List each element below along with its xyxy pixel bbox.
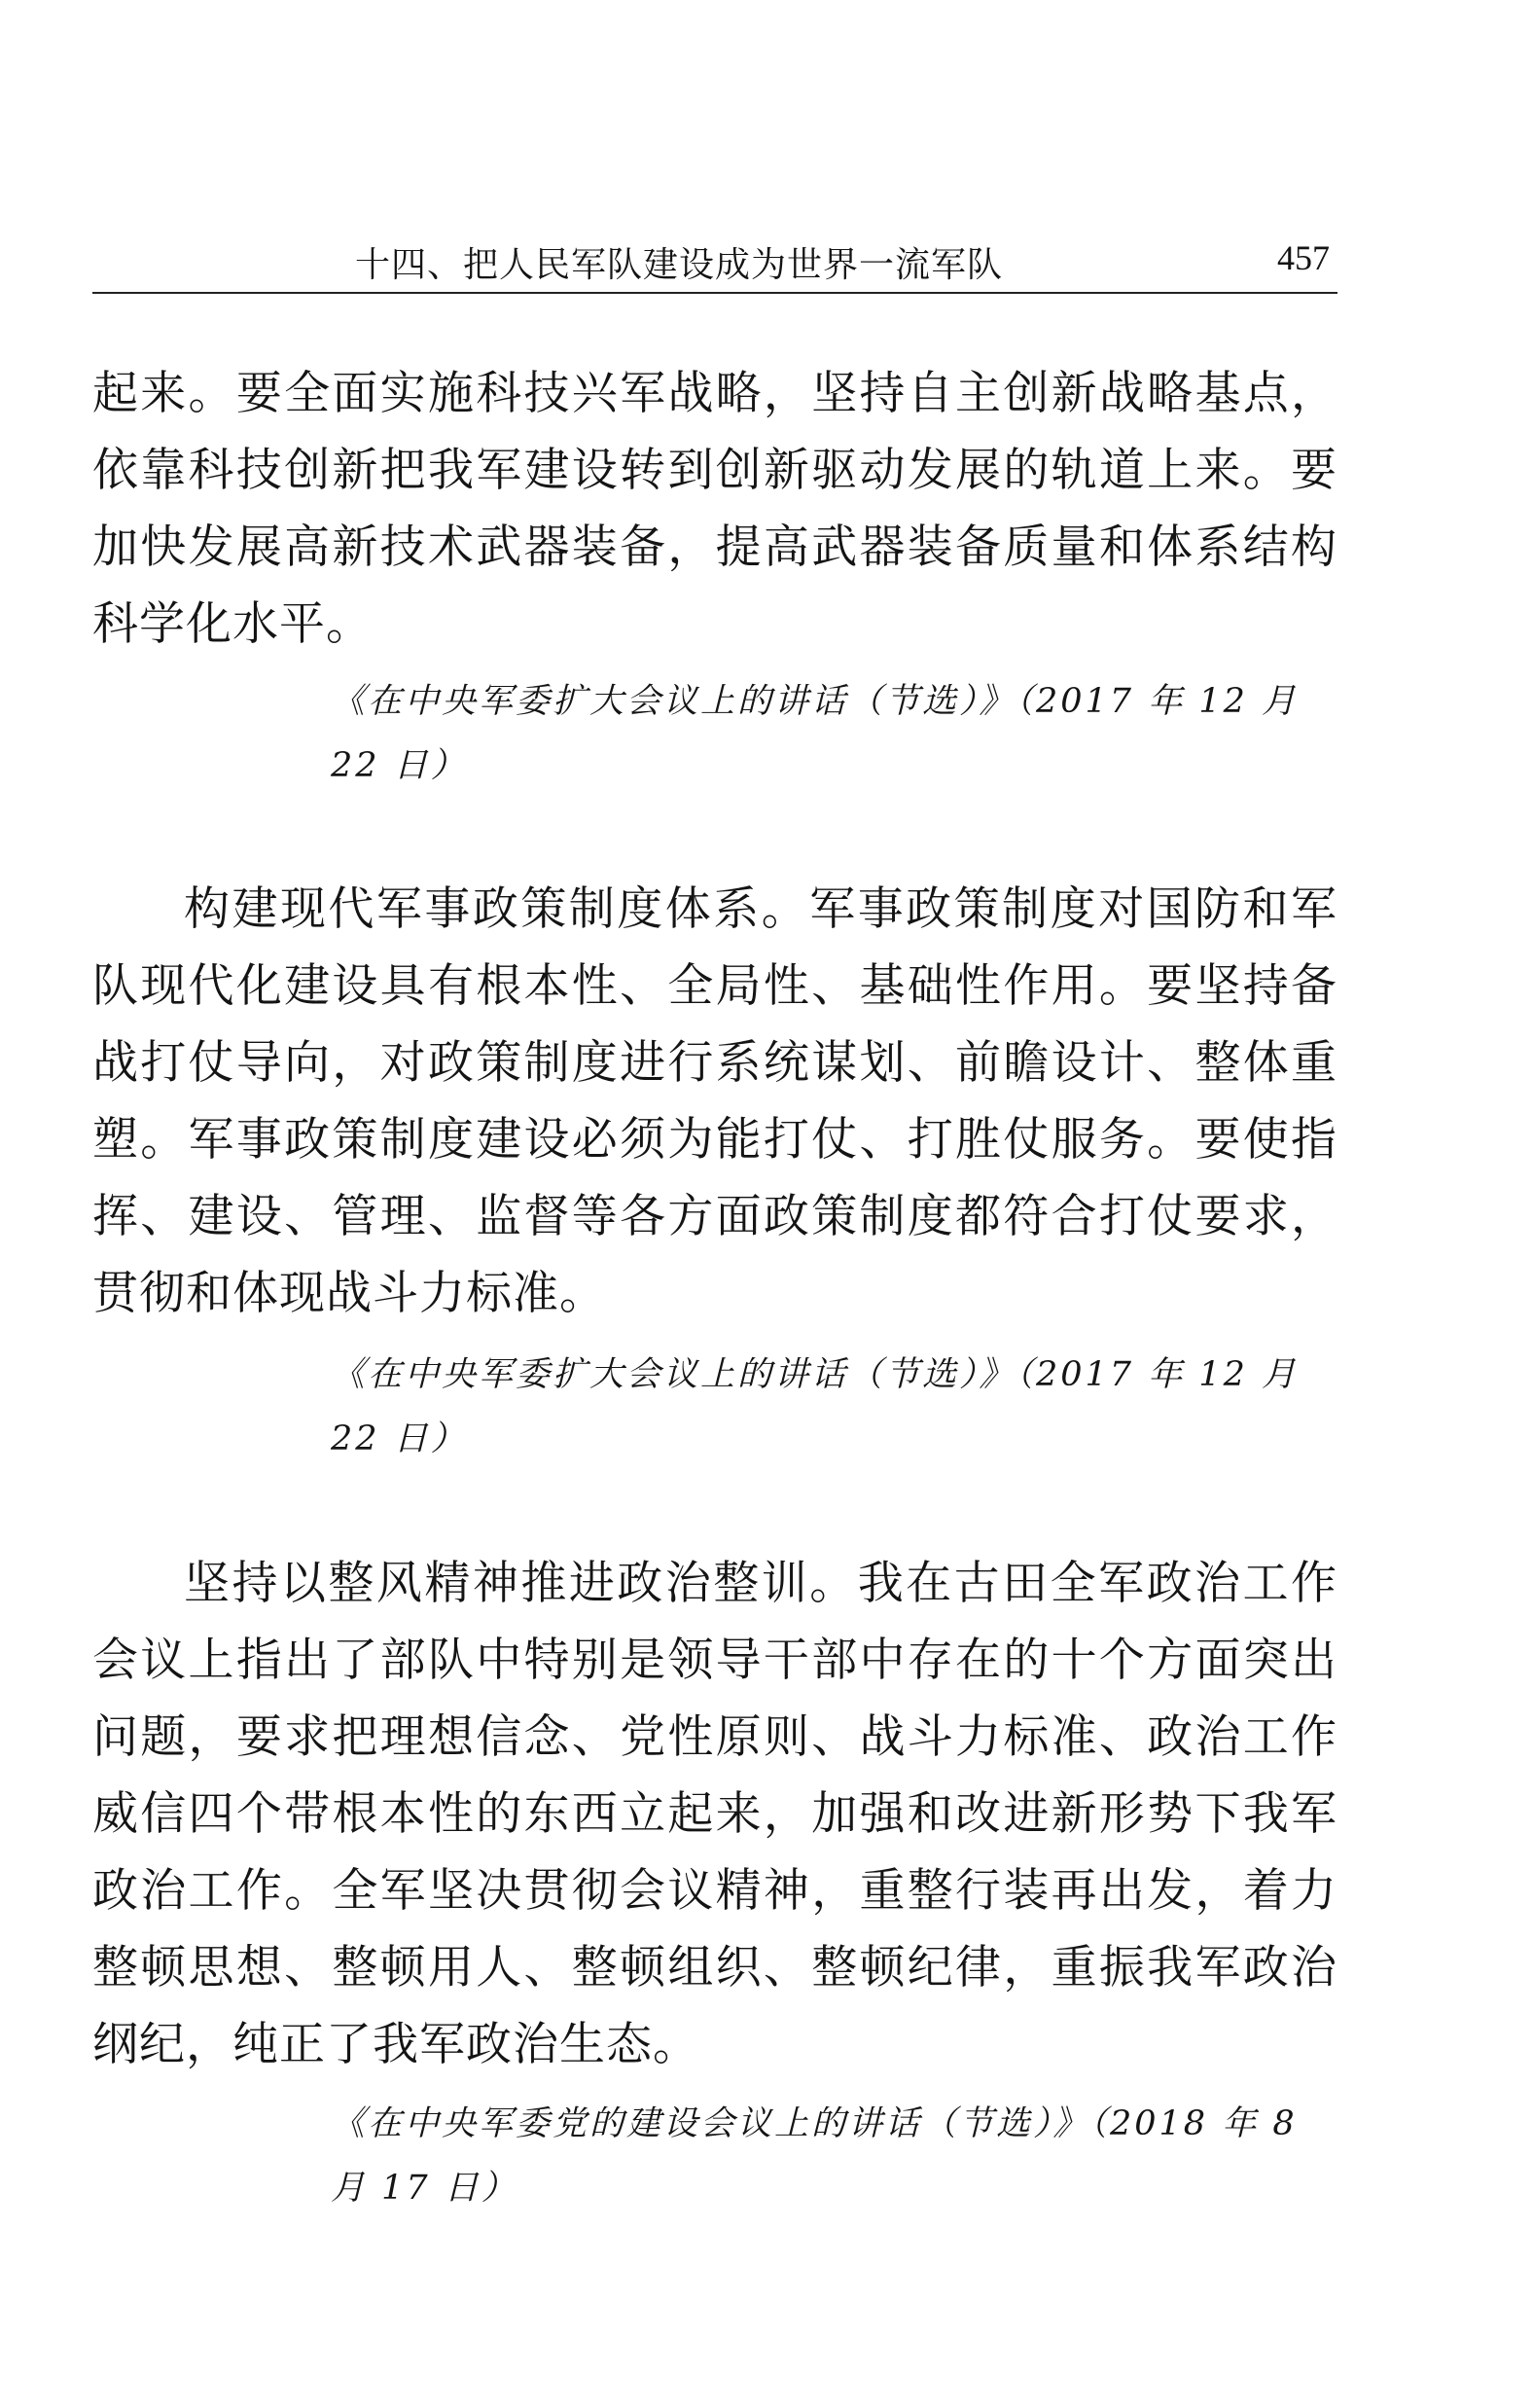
source-citation-2: 《在中央军委扩大会议上的讲话（节选）》（2017 年 12 月 22 日） [331,1355,1299,1458]
paragraph-1: 起来。要全面实施科技兴军战略，坚持自主创新战略基点，依靠科技创新把我军建设转到创新驱动发展的轨道上来。要加快发展高新技术武器装备，提高武器装备质量和体系结构科学化水平。 [92,367,1337,651]
page-number: 457 [1277,238,1330,277]
source-citation-3: 《在中央军委党的建设会议上的讲话（节选）》（2018 年 8 月 17 日） [331,2104,1298,2208]
paragraph-2: 构建现代军事政策制度体系。军事政策制度对国防和军队现代化建设具有根本性、全局性、基础性作用。要坚持备战打仗导向，对政策制度进行系统谋划、前瞻设计、整体重塑。军事政策制度建设必须为能打仗、打胜仗服务。要使指挥、建设、管理、监督等各方面政策制度都符合打仗要求，贯彻和体现战斗力标准。 [92,882,1337,1320]
paragraph-3: 坚持以整风精神推进政治整训。我在古田全军政治工作会议上指出了部队中特别是领导干部中存在的十个方面突出问题，要求把理想信念、党性原则、战斗力标准、政治工作威信四个带根本性的东西立起来，加强和改进新形势下我军政治工作。全军坚决贯彻会议精神，重整行装再出发，着力整顿思想、整顿用人、整顿组织、整顿纪律，重振我军政治纲纪，纯正了我军政治生态。 [92,1557,1337,2071]
source-citation-1: 《在中央军委扩大会议上的讲话（节选）》（2017 年 12 月 22 日） [331,682,1299,785]
chapter-title: 十四、把人民军队建设成为世界一流军队 [355,245,1004,285]
running-header [92,234,1337,294]
